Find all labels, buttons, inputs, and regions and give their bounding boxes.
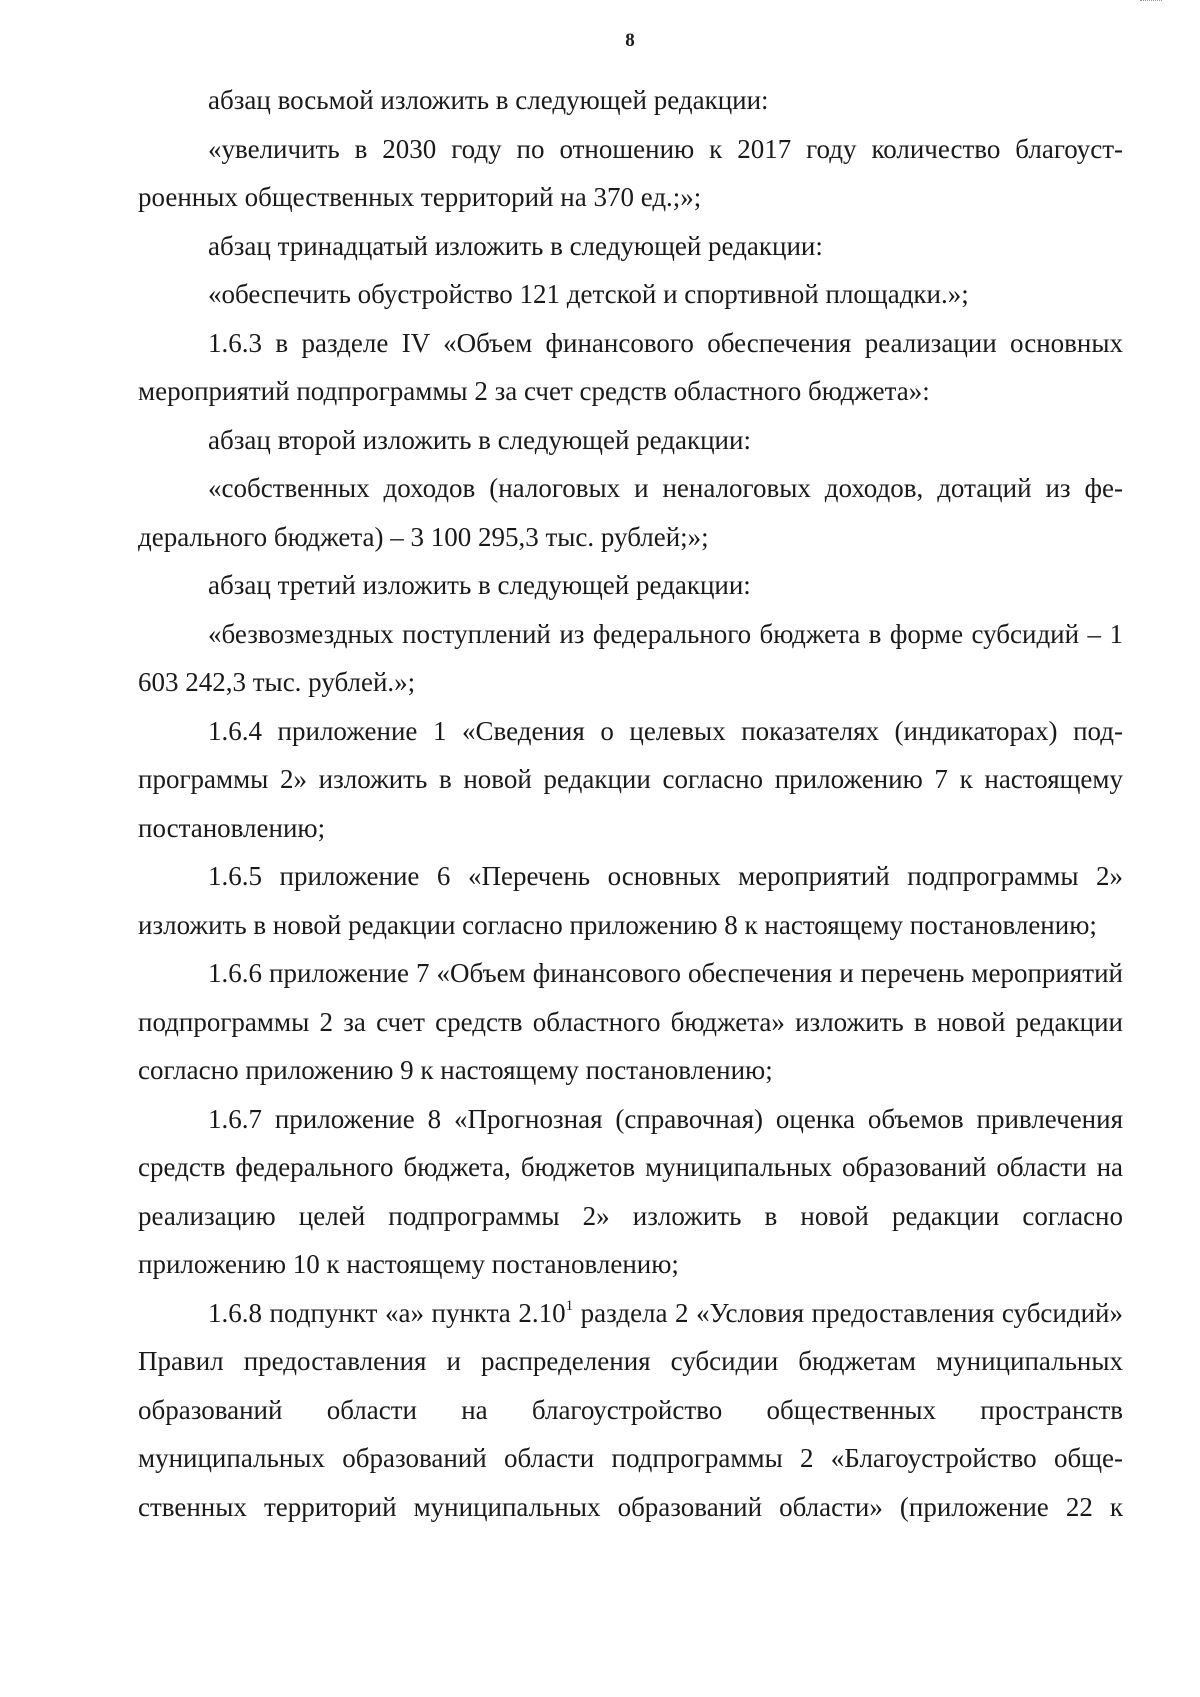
- paragraph: 1.6.3 в разделе IV «Объем финансового обеспечения реализации основных мероприятий подпрограммы 2 за счет средств областного бюджета»:: [138, 327, 1123, 406]
- paragraph-text-rest: раздела 2 «Условия предоставления субсидий» Правил предоставления и распределения субсидии бюджетам муниципальных образований области на благоустройство общественных пространств муниципальных образований области подпрограммы 2 «Благоустройство общественных территорий муниципальных образований области» (приложение 22 к: [138, 1297, 1124, 1522]
- paragraph: абзац тринадцатый изложить в следующей редакции:: [208, 230, 823, 261]
- paragraph: «собственных доходов (налоговых и неналоговых доходов, дотаций из федерального бюджета) – 3 100 295,3 тыс. рублей;»;: [138, 473, 1123, 552]
- scan-corner-mark: [1140, 0, 1162, 4]
- paragraph: «безвозмездных поступлений из федерального бюджета в форме субсидий – 1 603 242,3 тыс. рублей.»;: [138, 618, 1123, 697]
- paragraph: 1.6.5 приложение 6 «Перечень основных мероприятий подпрограммы 2» изложить в новой редакции согласно приложению 8 к настоящему постановлению;: [138, 861, 1123, 940]
- paragraph: абзац третий изложить в следующей редакции:: [208, 570, 751, 600]
- paragraph: «увеличить в 2030 году по отношению к 2017 году количество благоустроенных общественных территорий на 370 ед.;»;: [138, 133, 1123, 212]
- page-number: 8: [625, 30, 635, 51]
- paragraph: 1.6.6 приложение 7 «Объем финансового обеспечения и перечень мероприятий подпрограммы 2 за счет средств областного бюджета» изложить в новой редакции согласно приложению 9 к настоящему постановлению;: [138, 958, 1123, 1085]
- paragraph: 1.6.4 приложение 1 «Сведения о целевых показателях (индикаторах) подпрограммы 2» изложить в новой редакции согласно приложению 7 к настоящему постановлению;: [138, 715, 1123, 843]
- paragraph-continued: [138, 1289, 1123, 1532]
- paragraph: «обеспечить обустройство 121 детской и спортивной площадки.»;: [208, 279, 969, 309]
- paragraph: абзац восьмой изложить в следующей редакции:: [208, 85, 769, 115]
- paragraph: 1.6.7 приложение 8 «Прогнозная (справочная) оценка объемов привлечения средств федерального бюджета, бюджетов муниципальных образований области на реализацию целей подпрограммы 2» изложить в новой редакции согласно приложению 10 к настоящему постановлению;: [138, 1103, 1123, 1279]
- paragraph: абзац второй изложить в следующей редакции:: [208, 424, 751, 455]
- superscript-index: 1: [565, 1297, 574, 1314]
- document-body: [138, 76, 1123, 1531]
- paragraph-text-start: 1.6.8 подпункт «а» пункта 2.10: [208, 1297, 566, 1328]
